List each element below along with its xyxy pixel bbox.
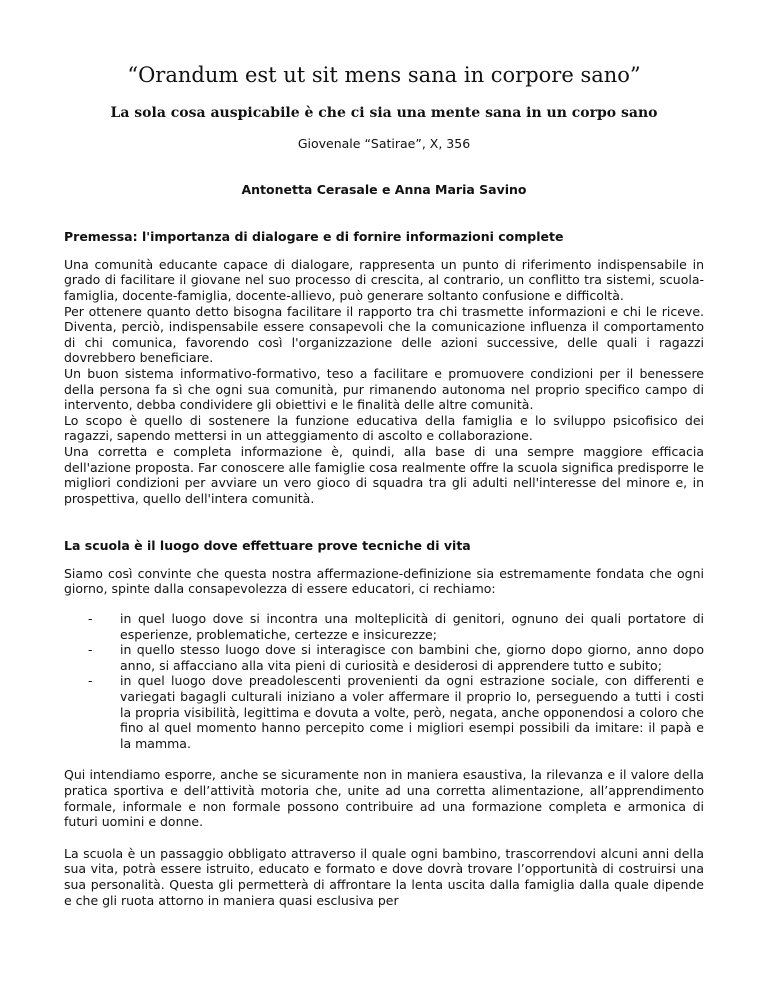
bullet-list xyxy=(64,611,704,751)
paragraph: Una corretta e completa informazione è, quindi, alla base di una sempre maggiore efficacia dell'azione proposta. Far conoscere alle famiglie cosa realmente offre la scuola significa predisporre le migliori condizioni per avviare un vero gioco di squadra tra gli adulti nell'interesse del minore e, in prospettiva, quello dell'intera comunità. xyxy=(64,443,704,506)
section-intro: Siamo così convinte che questa nostra affermazione-definizione sia estremamente fondata che ogni giorno, spinte dalla consapevolezza di essere educatori, ci rechiamo: xyxy=(64,565,704,597)
quote-source: Giovenale “Satirae”, X, 356 xyxy=(297,136,471,151)
paragraph: Un buon sistema informativo-formativo, teso a facilitare e promuovere condizioni per il benessere della persona fa sì che ogni sua comunità, pur rimanendo autonoma nel proprio specifico campo di intervento, debba condividere gli obiettivi e le finalità delle altre comunità. xyxy=(64,365,704,413)
paragraph: Una comunità educante capace di dialogare, rappresenta un punto di riferimento indispensabile in grado di facilitare il giovane nel suo processo di crescita, al contrario, un conflitto tra sistemi, scuola-famiglia, docente-famiglia, docente-allievo, può generare soltanto confusione e difficoltà. xyxy=(64,256,704,303)
paragraph: Qui intendiamo esporre, anche se sicuramente non in maniera esaustiva, la rilevanza e il valore della pratica sportiva e dell’attività motoria che, unite ad una corretta alimentazione, all’apprendimento formale, informale e non formale possono contribuire ad una formazione completa e armonica di futuri uomini e donne. xyxy=(64,767,704,830)
bullet-marker: - xyxy=(88,673,93,689)
document-subtitle: La sola cosa auspicabile è che ci sia una mente sana in un corpo sano xyxy=(110,105,658,121)
list-item-text: in quello stesso luogo dove si interagisce con bambini che, giorno dopo giorno, anno dopo anno, si affacciano alla vita pieni di curiosità e desiderosi di apprendere tutto e subito; xyxy=(120,642,704,673)
list-item xyxy=(64,611,704,642)
paragraph: Per ottenere quanto detto bisogna facilitare il rapporto tra chi trasmette informazioni e chi le riceve. Diventa, perciò, indispensabile essere consapevoli che la comunicazione influenza il comportamento di chi comunica, favorendo così l'organizzazione delle azioni successive, delle quali i ragazzi dovrebbero beneficiare. xyxy=(64,303,704,366)
section-heading-premessa: Premessa: l'importanza di dialogare e di fornire informazioni complete xyxy=(64,229,564,245)
bullet-marker: - xyxy=(88,642,93,658)
list-item-text: in quel luogo dove si incontra una molteplicità di genitori, ognuno dei quali portatore di esperienze, problematiche, certezze e insicurezze; xyxy=(120,611,704,642)
authors: Antonetta Cerasale e Anna Maria Savino xyxy=(241,181,527,197)
section-body-premessa xyxy=(64,257,704,507)
bullet-marker: - xyxy=(88,611,93,627)
list-item xyxy=(64,673,704,751)
document-title: “Orandum est ut sit mens sana in corpore sano” xyxy=(127,63,641,87)
paragraph: La scuola è un passaggio obbligato attraverso il quale ogni bambino, trascorrendovi alcuni anni della sua vita, potrà essere istruito, educato e formato e dove dovrà trovare l’opportunità di costruirsi una sua personalità. Questa gli permetterà di affrontare la lenta uscita dalla famiglia dalla quale dipende e che gli ruota attorno in maniera quasi esclusiva per xyxy=(64,845,704,908)
list-item xyxy=(64,642,704,673)
list-item-text: in quel luogo dove preadolescenti provenienti da ogni estrazione sociale, con differenti e variegati bagagli culturali iniziano a voler affermare il proprio Io, perseguendo a tutti i costi la propria visibilità, legittima e dovuta a volte, però, negata, anche opponendosi a coloro che fino al quel momento hanno percepito come i migliori esempi possibili da imitare: il papà e la mamma. xyxy=(120,673,704,751)
section-heading-scuola: La scuola è il luogo dove effettuare prove tecniche di vita xyxy=(64,538,471,554)
paragraph: Lo scopo è quello di sostenere la funzione educativa della famiglia e lo sviluppo psicofisico dei ragazzi, sapendo mettersi in un atteggiamento di ascolto e collaborazione. xyxy=(64,412,704,444)
